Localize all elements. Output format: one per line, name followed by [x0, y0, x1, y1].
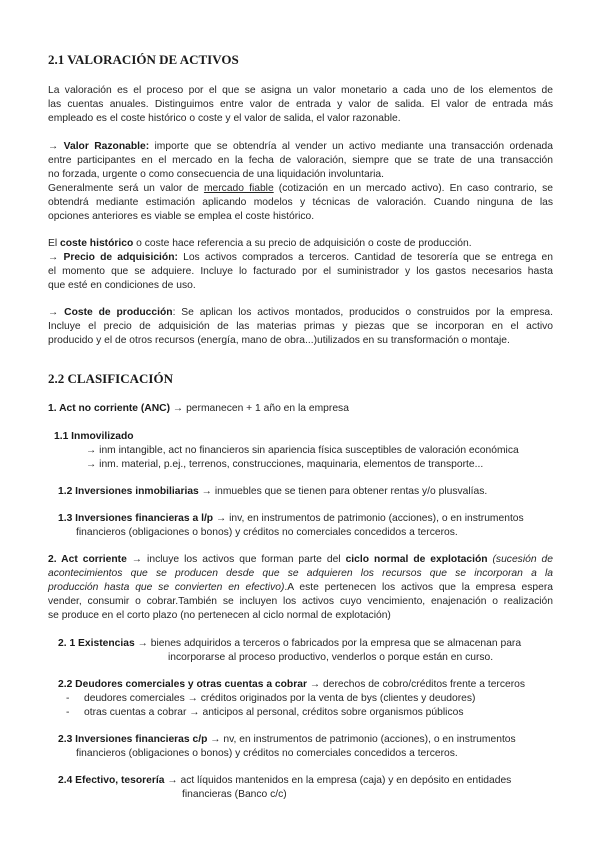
existencias-line-1: 2. 1 Existencias → bienes adquiridos a terceros o fabricados por la empresa que se almacenan para: [58, 638, 522, 649]
arrow-icon: →: [48, 252, 59, 263]
existencias-line-2: incorporarse al proceso productivo, venderlos o porque están en curso.: [168, 652, 494, 663]
deudores-bullet-2: - otras cuentas a cobrar → anticipos al personal, créditos sobre organismos públicos: [66, 707, 464, 718]
arrow-icon: →: [48, 307, 59, 318]
precio-adquisicion-line-3: que esté en condiciones de uso.: [48, 280, 196, 291]
valor-razonable-term: Valor Razonable:: [63, 141, 150, 152]
coste-historico-term: coste histórico: [60, 238, 134, 249]
inv-financieras-lp-line-1: 1.3 Inversiones financieras a l/p → inv, en instrumentos de patrimonio (acciones), o en instrumentos: [58, 513, 524, 524]
intro-line-2: las cuentas anuales. Distinguimos entre valor de entrada y valor de salida. El valor de entrada más: [48, 99, 553, 110]
precio-adquisicion-line-1: → Precio de adquisición: Los activos comprados a terceros. Cantidad de tesorería que se entrega en: [48, 252, 553, 263]
ac-line-3: producción hasta que se convierten en efectivo).A este pertenecen los activos que la empresa espera: [48, 582, 553, 593]
ac-line-2: acontecimientos que se producen desde que se adquieren los recursos que se incorporan a la: [48, 568, 553, 579]
deudores-bullet-1: - deudores comerciales → créditos originados por la venta de bys (clientes y deudores): [66, 693, 476, 704]
inmovilizado-item: → inm. material, p.ej., terrenos, construcciones, maquinaria, elementos de transporte...: [86, 459, 484, 470]
inmovilizado-heading: 1.1 Inmovilizado: [54, 431, 134, 442]
valor-razonable-line-2: entre participantes en el mercado en la fecha de valoración, siempre que se trate de una transacción: [48, 155, 553, 166]
coste-produccion-line-2: Incluye el precio de adquisición de las materias primas y piezas que se incorporan en el activo: [48, 321, 553, 332]
generalmente-line-1: Generalmente será un valor de mercado fiable (cotización en un mercado activo). En caso contrario, se: [48, 183, 553, 194]
efectivo-line-2: financieras (Banco c/c): [182, 789, 287, 800]
ciclo-normal-term: ciclo normal de explotación: [345, 554, 488, 565]
ac-line-4: vender, consumir o cobrar.También se incluyen los activos cuyo vencimiento, enajenación o realización: [48, 596, 553, 607]
ac-term: 2. Act corriente: [48, 554, 127, 565]
precio-adquisicion-term: Precio de adquisición:: [63, 252, 178, 263]
coste-produccion-line-1: → Coste de producción: Se aplican los activos montados, producidos o construidos por la empresa.: [48, 307, 553, 318]
coste-produccion-line-3: producido y el de otros recursos (energía, mano de obra...)utilizados en su transformación o montaje.: [48, 335, 510, 346]
precio-adquisicion-line-2: el momento que se adquiere. Incluye lo facturado por el suministrador y los gastos necesarios hasta: [48, 266, 553, 277]
coste-historico-line: El coste histórico o coste hace referencia a su precio de adquisición o coste de producción.: [48, 238, 472, 249]
ac-line-1: 2. Act corriente → incluye los activos que forman parte del ciclo normal de explotación (sucesión de: [48, 554, 553, 565]
intro-line-3: empleado es el coste histórico o coste y el valor de salida, el valor razonable.: [48, 113, 401, 124]
inv-inmobiliarias-line: 1.2 Inversiones inmobiliarias → inmuebles que se tienen para obtener rentas y/o plusvalías.: [58, 486, 488, 497]
section-title-clasificacion: 2.2 CLASIFICACIÓN: [48, 371, 173, 386]
mercado-fiable-underlined: mercado fiable: [203, 183, 274, 194]
anc-line: 1. Act no corriente (ANC) → permanecen + 1 año en la empresa: [48, 403, 349, 414]
generalmente-line-3: opciones anteriores es viable se emplea el coste histórico.: [48, 211, 315, 222]
inv-financieras-cp-line-2: financieros (obligaciones o bonos) y créditos no comerciales concedidos a terceros.: [76, 748, 458, 759]
ac-line-5: se produce en el corto plazo (no pertenecen al ciclo normal de explotación): [48, 610, 391, 621]
efectivo-line-1: 2.4 Efectivo, tesorería → act líquidos mantenidos en la empresa (caja) y en depósito en entidades: [58, 775, 512, 786]
generalmente-line-2: obtendrá mediante estimación aplicando modelos y técnicas de valoración. Cuando ninguna de las: [48, 197, 553, 208]
intro-line-1: La valoración es el proceso por el que se asigna un valor monetario a cada uno de los elementos de: [48, 85, 553, 96]
inv-financieras-lp-line-2: financieros (obligaciones o bonos) y créditos no comerciales concedidos a terceros.: [76, 527, 458, 538]
anc-term: 1. Act no corriente (ANC): [48, 403, 171, 414]
arrow-icon: →: [48, 141, 59, 152]
deudores-line-1: 2.2 Deudores comerciales y otras cuentas a cobrar → derechos de cobro/créditos frente a terceros: [58, 679, 526, 690]
inmovilizado-item: → inm intangible, act no financieros sin apariencia física susceptibles de valoración económica: [86, 445, 519, 456]
dash-bullet-icon: -: [66, 707, 70, 718]
coste-produccion-term: Coste de producción: [64, 307, 173, 318]
inv-financieras-cp-line-1: 2.3 Inversiones financieras c/p → nv, en instrumentos de patrimonio (acciones), o en instrumentos: [58, 734, 516, 745]
section-title-valoracion: 2.1 VALORACIÓN DE ACTIVOS: [48, 52, 239, 67]
valor-razonable-line-1: → Valor Razonable: importe que se obtendría al vender un activo mediante una transacción ordenada: [48, 141, 553, 152]
valor-razonable-line-3: no forzada, urgente o como consecuencia de una liquidación involuntaria.: [48, 169, 385, 180]
dash-bullet-icon: -: [66, 693, 70, 704]
